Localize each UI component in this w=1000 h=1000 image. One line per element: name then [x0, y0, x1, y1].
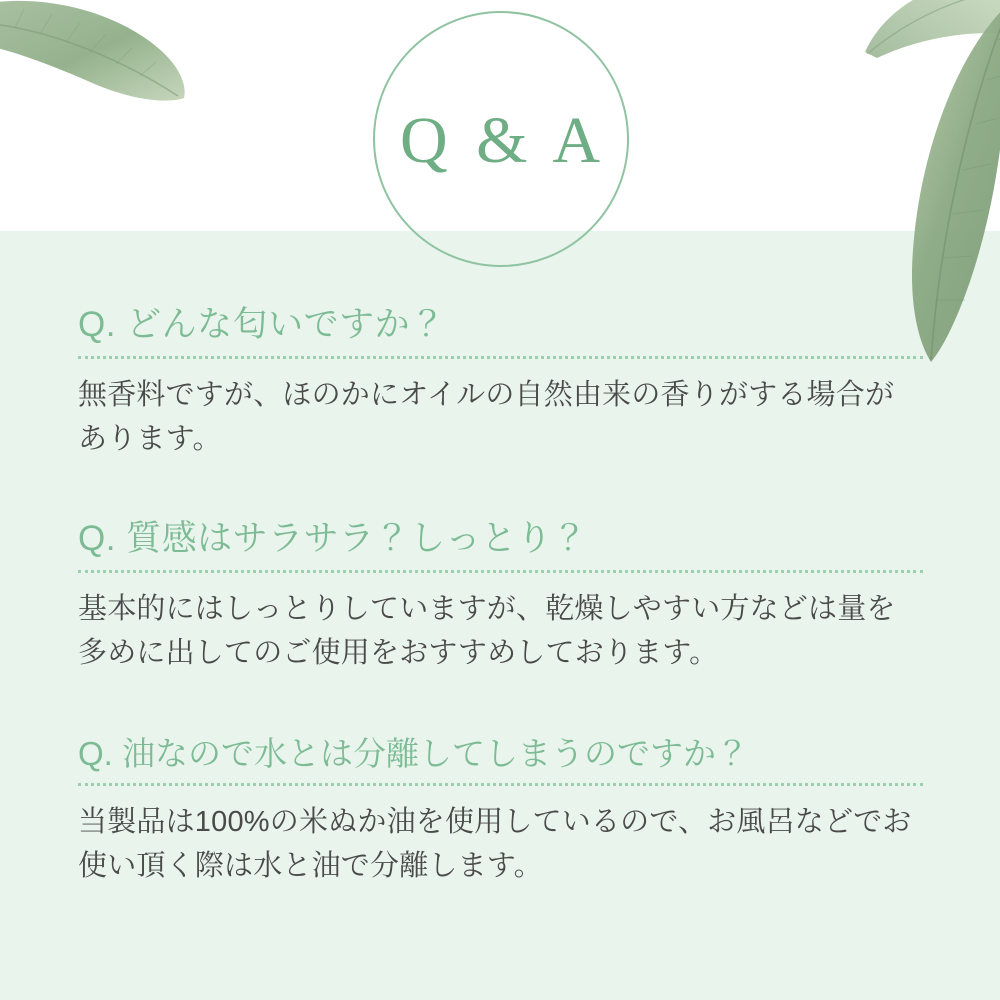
- faq-answer: 無香料ですが、ほのかにオイルの自然由来の香りがする場合があります。: [78, 378, 895, 455]
- faq-answer: 当製品は100%の米ぬか油を使用しているので、お風呂などでお使い頂く際は水と油で分離します。: [78, 806, 912, 883]
- faq-question: Q. 質感はサラサラ？しっとり？: [78, 518, 588, 558]
- faq-divider: [78, 783, 923, 786]
- faq-divider: [78, 570, 923, 573]
- faq-answer: 基本的にはしっとりしていますが、乾燥しやすい方などは量を多めに出してのご使用をおすすめしております。: [78, 592, 896, 669]
- faq-question: Q. どんな匂いですか？: [78, 305, 446, 344]
- faq-divider: [78, 356, 923, 359]
- qa-badge-label: Q & A: [399, 104, 607, 177]
- faq-item: [0, 303, 1000, 461]
- faq-list: [0, 231, 1000, 888]
- qa-badge-circle: [373, 11, 629, 267]
- faq-item: [0, 517, 1000, 675]
- faq-item: [0, 733, 1000, 888]
- faq-question: Q. 油なので水とは分離してしまうのですか？: [78, 734, 750, 772]
